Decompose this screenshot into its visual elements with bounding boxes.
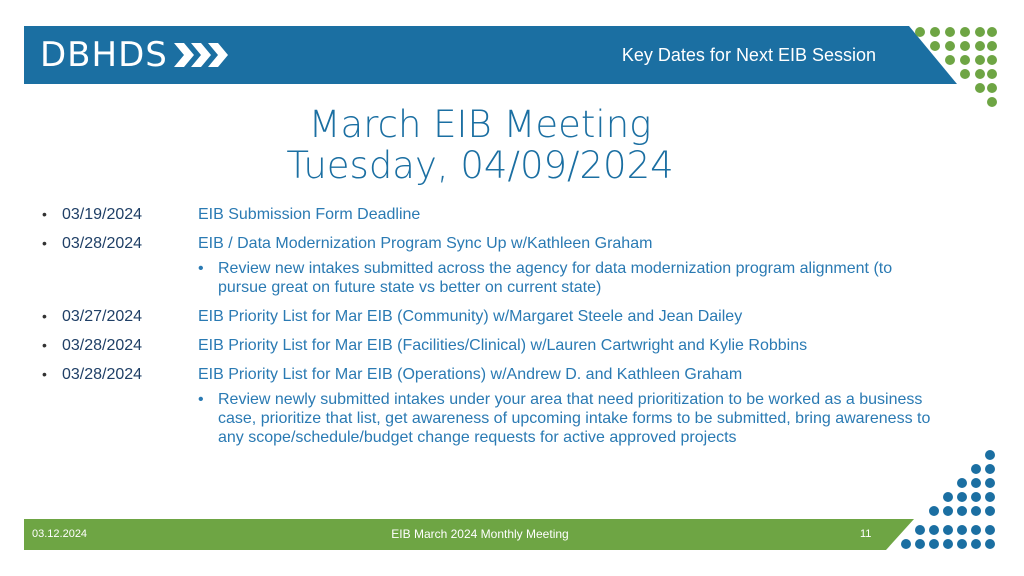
agenda-date: 03/27/2024: [62, 308, 143, 325]
agenda-date: 03/19/2024: [62, 206, 143, 223]
bullet-icon: •: [42, 235, 47, 251]
decorative-dots-bottom: [896, 450, 1002, 554]
agenda-item: [42, 307, 942, 326]
agenda-text: EIB Priority List for Mar EIB (Operations) w/Andrew D. and Kathleen Graham: [198, 366, 743, 383]
page-number: 11: [860, 528, 872, 540]
agenda-item: [42, 234, 942, 297]
header-title: Key Dates for Next EIB Session: [621, 45, 876, 65]
agenda-subtext: Review new intakes submitted across the agency for data modernization program alignment (to pursue great on future state vs better on current state): [218, 260, 893, 296]
agenda-text: EIB Priority List for Mar EIB (Community) w/Margaret Steele and Jean Dailey: [198, 308, 743, 325]
chevron-arrows-icon: [172, 40, 230, 70]
agenda-list: [42, 205, 942, 457]
agenda-text: EIB Priority List for Mar EIB (Facilities/Clinical) w/Lauren Cartwright and Kylie Robbins: [198, 337, 808, 354]
agenda-item: [42, 336, 942, 355]
agenda-date: 03/28/2024: [62, 235, 143, 252]
bullet-icon: •: [42, 308, 47, 324]
page-title: [240, 104, 720, 186]
bullet-icon: •: [42, 366, 47, 382]
agenda-date: 03/28/2024: [62, 337, 143, 354]
agenda-date: 03/28/2024: [62, 366, 143, 383]
sub-bullet-icon: •: [198, 391, 204, 408]
footer-title: EIB March 2024 Monthly Meeting: [391, 527, 569, 541]
agenda-item: [42, 365, 942, 447]
agenda-text: EIB / Data Modernization Program Sync Up w/Kathleen Graham: [198, 235, 653, 252]
sub-bullet-icon: •: [198, 260, 204, 277]
agenda-subitem: [198, 390, 942, 447]
agenda-text: EIB Submission Form Deadline: [198, 206, 421, 223]
footer-date: 03.12.2024: [32, 528, 88, 540]
meeting-date: Tuesday, 04/09/2024: [286, 144, 674, 187]
agenda-subitem: [198, 259, 942, 297]
agenda-subtext: Review newly submitted intakes under your area that need prioritization to be worked as a business case, prioritize that list, get awareness of upcoming intake forms to be submitted, bring awareness to any scope/schedule/budget change requests for active approved projects: [218, 391, 931, 446]
bullet-icon: •: [42, 206, 47, 222]
logo-text: DBHDS: [40, 35, 168, 75]
meeting-name: March EIB Meeting: [308, 103, 652, 146]
decorative-dots-top: [910, 26, 1010, 116]
agenda-item: [42, 205, 942, 224]
dbhds-logo: [40, 35, 230, 75]
bullet-icon: •: [42, 337, 47, 353]
